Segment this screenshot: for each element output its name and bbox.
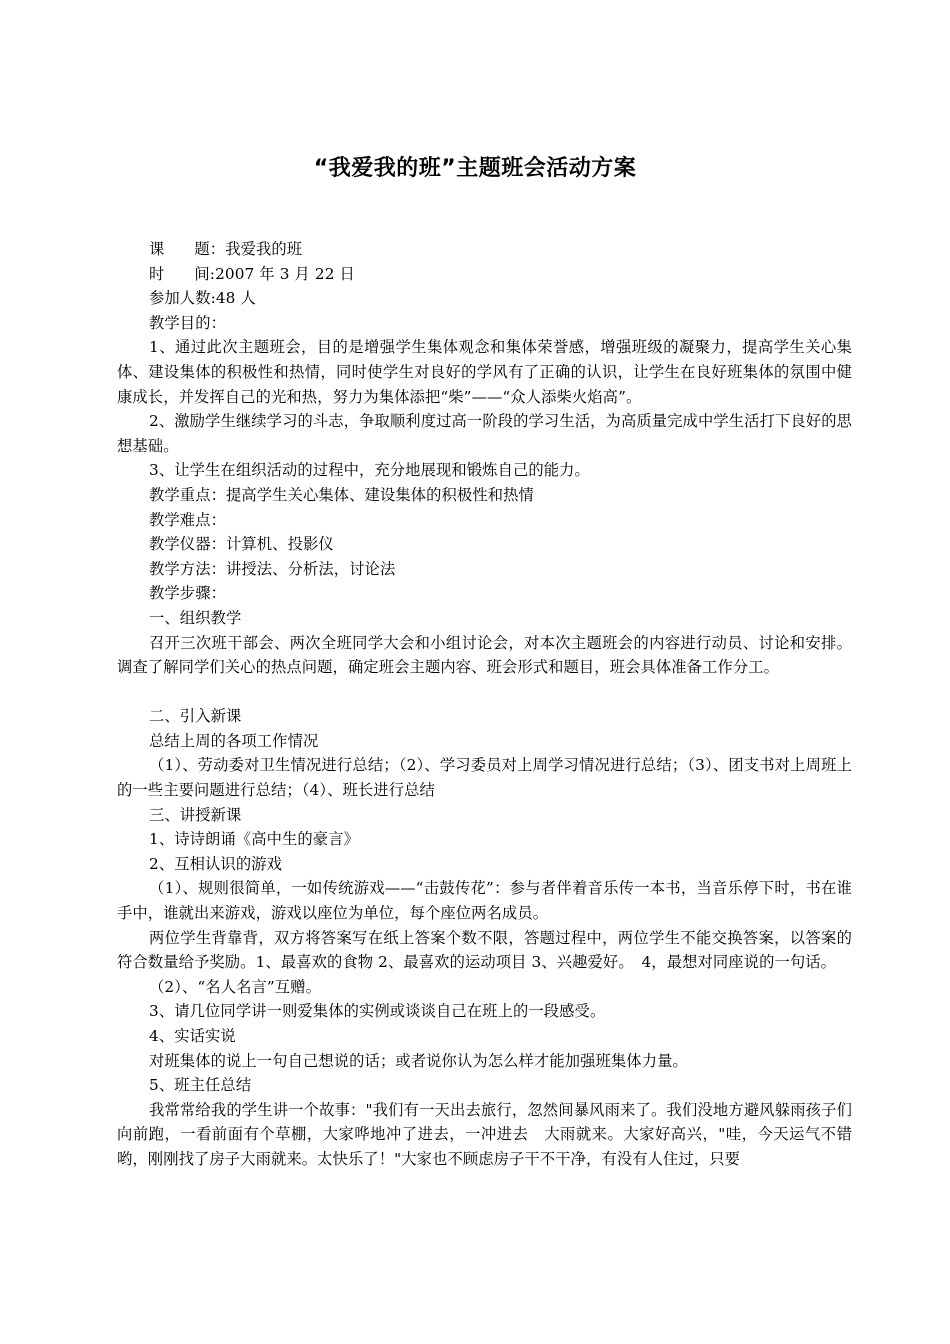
topic-label-b: 题： — [194, 240, 226, 258]
goal-3: 3、让学生在组织活动的过程中，充分地展现和锻炼自己的能力。 — [149, 461, 590, 480]
time-line — [117, 262, 852, 287]
topic-line — [117, 237, 852, 262]
section-3-item-4: 4、实话实说 — [149, 1027, 236, 1045]
time-label-b: 间: — [194, 264, 216, 283]
section-3-item-4-text: 对班集体的说上一句自己想说的话；或者说你认为怎么样才能加强班集体力量。 — [149, 1051, 688, 1070]
section-3-item-2: 2、互相认识的游戏 — [149, 854, 283, 873]
section-3-item-3: 3、请几位同学讲一则爱集体的实例或谈谈自己在班上的一段感受。 — [149, 1002, 606, 1021]
steps-heading: 教学步骤： — [149, 584, 226, 603]
key-point: 教学重点：提高学生关心集体、建设集体的积极性和热情 — [149, 485, 534, 504]
time-label-a: 时 — [149, 264, 165, 283]
goal-1: 1、通过此次主题班会，目的是增强学生集体观念和集体荣誉感，增强班级的凝聚力，提高学生关心集体、建设集体的积极性和热情，同时使学生对良好的学风有了正确的认识，让学生在良好班集体的氛围中健康成长，并发挥自己的光和热，努力为集体添把“柴”——“众人添柴火焰高”。 — [117, 338, 852, 406]
blank-line — [117, 680, 852, 705]
section-3-item-1: 1、诗诗朗诵《高中生的豪言》 — [149, 830, 359, 849]
topic-label-a: 课 — [149, 240, 165, 258]
section-3-item-2b: （2）、“名人名言”互赠。 — [149, 977, 321, 996]
participants-line: 参加人数:48 人 — [149, 289, 256, 308]
equipment: 教学仪器：计算机、投影仪 — [149, 535, 334, 554]
page-title: “我爱我的班”主题班会活动方案 — [313, 156, 637, 181]
difficulty: 教学难点： — [149, 510, 226, 529]
goal-2: 2、激励学生继续学习的斗志，争取顺利度过高一阶段的学习生活，为高质量完成中学生活打下良好的思想基础。 — [117, 412, 852, 455]
goals-heading: 教学目的： — [149, 313, 226, 332]
document-body — [117, 237, 852, 1172]
section-2-text: （1）、劳动委对卫生情况进行总结；（2）、学习委员对上周学习情况进行总结；（3）、团支书对上周班上的一些主要问题进行总结；（4）、班长进行总结 — [117, 756, 852, 800]
section-3-heading: 三、讲授新课 — [149, 805, 242, 824]
section-2-subheading: 总结上周的各项工作情况 — [149, 731, 319, 750]
section-1-text: 召开三次班干部会、两次全班同学大会和小组讨论会，对本次主题班会的内容进行动员、讨论和安排。调查了解同学们关心的热点问题，确定班会主题内容、班会形式和题目，班会具体准备工作分工。 — [117, 633, 852, 677]
topic-value: 我爱我的班 — [225, 240, 303, 258]
section-3-item-2-desc: 两位学生背靠背，双方将答案写在纸上答案个数不限，答题过程中，两位学生不能交换答案，以答案的符合数量给予奖励。1、最喜欢的食物 2、最喜欢的运动项目 3、兴趣爱好。 4，最想对同座说的一句话。 — [117, 928, 852, 972]
section-3-item-5: 5、班主任总结 — [149, 1076, 252, 1095]
section-2-heading: 二、引入新课 — [149, 707, 242, 726]
section-3-item-2-rule: （1）、规则很简单，一如传统游戏——“击鼓传花”：参与者伴着音乐传一本书，当音乐停下时，书在谁手中，谁就出来游戏，游戏以座位为单位，每个座位两名成员。 — [117, 879, 852, 923]
methods: 教学方法：讲授法、分析法，讨论法 — [149, 559, 396, 578]
time-value: 2007 年 3 月 22 日 — [215, 264, 355, 283]
section-3-item-5-text: 我常常给我的学生讲一个故事："我们有一天出去旅行，忽然间暴风雨来了。我们没地方避风躲雨孩子们向前跑，一看前面有个草棚，大家哗地冲了进去，一冲进去 大雨就来。大家好高兴，"哇，今天运气不错哟，刚刚找了房子大雨就来。太快乐了！"大家也不顾虑房子干不干净，有没有人住过，只要 — [117, 1100, 852, 1168]
section-1-heading: 一、组织教学 — [149, 608, 242, 627]
